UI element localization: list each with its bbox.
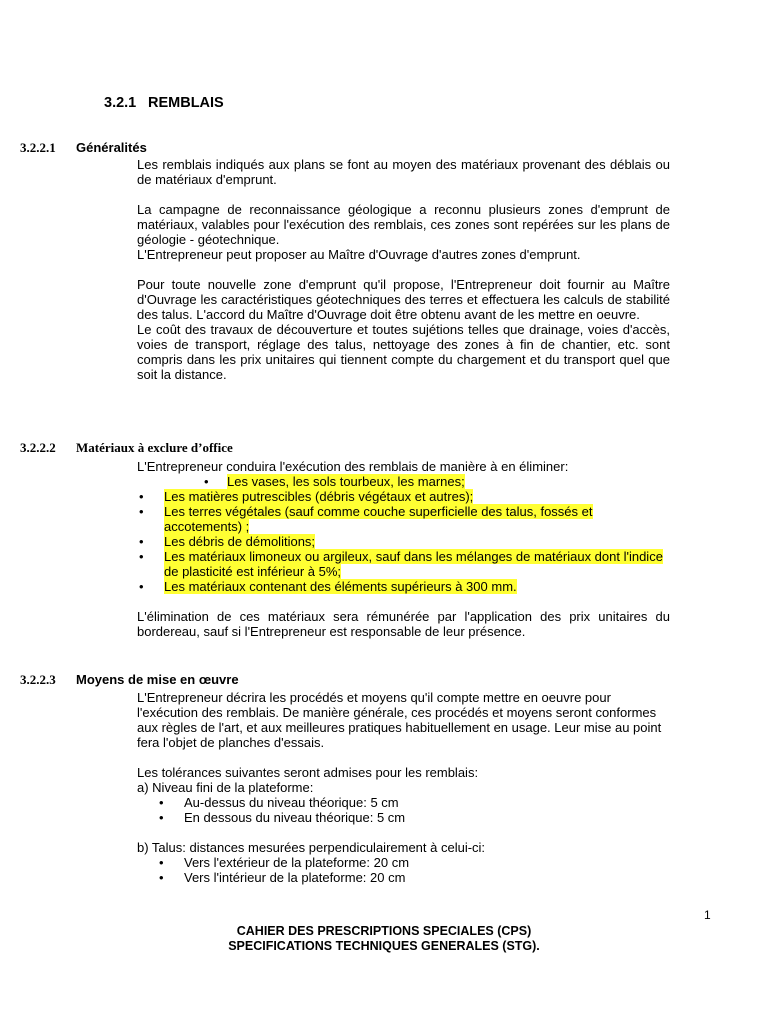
list-item-text: En dessous du niveau théorique: 5 cm <box>184 810 406 825</box>
list-item-text: Au-dessus du niveau théorique: 5 cm <box>184 795 399 810</box>
subsection-title: Moyens de mise en œuvre <box>76 672 239 687</box>
list-item <box>137 870 663 885</box>
bullet: • <box>139 579 144 594</box>
list-item-text: Les débris de démolitions; <box>164 534 316 549</box>
list-item <box>117 579 670 594</box>
tolerance-list-b <box>137 855 663 885</box>
list-item <box>137 795 663 810</box>
paragraph: L'Entrepreneur peut proposer au Maître d'Ouvrage d'autres zones d'emprunt. <box>137 247 581 262</box>
paragraph: L'Entrepreneur conduira l'exécution des remblais de manière à en éliminer: <box>137 459 569 474</box>
paragraph: L'élimination de ces matériaux sera rémunérée par l'application des prix unitaires du bordereau, sauf si l'Entrepreneur est responsable de leur présence. <box>137 609 670 639</box>
footer-line: CAHIER DES PRESCRIPTIONS SPECIALES (CPS) <box>236 924 532 938</box>
footer-line: SPECIFICATIONS TECHNIQUES GENERALES (STG). <box>228 939 540 953</box>
generalites-body <box>137 157 670 382</box>
list-label: b) Talus: distances mesurées perpendiculairement à celui-ci: <box>137 840 486 855</box>
subsection-heading-materiaux <box>20 440 233 455</box>
list-item-text: Les matières putrescibles (débris végétaux et autres); <box>164 489 474 504</box>
paragraph: Le coût des travaux de découverture et toutes sujétions telles que drainage, voies d'accès, voies de transport, réglage des talus, nettoyage des zones à fin de chantier, etc. sont compris dans les prix unitaires qui tiennent compte du chargement et du transport quel que soit la distance. <box>137 322 670 382</box>
subsection-heading-moyens <box>20 672 239 687</box>
paragraph: L'Entrepreneur décrira les procédés et moyens qu'il compte mettre en oeuvre pour l'exécution des remblais. De manière générale, ces procédés et moyens seront conformes aux règles de l'art, et aux meilleures pratiques habituellement en usage. Leur mise au point fera l'objet de planches d'essais. <box>137 690 662 750</box>
subsection-number: 3.2.2.2 <box>20 440 56 455</box>
excluded-materials-list <box>117 489 670 594</box>
bullet: • <box>159 870 164 885</box>
bullet: • <box>159 855 164 870</box>
paragraph: Les tolérances suivantes seront admises pour les remblais: <box>137 765 479 780</box>
subsection-heading-generalites <box>20 140 147 155</box>
list-item-text: Vers l'extérieur de la plateforme: 20 cm <box>184 855 410 870</box>
list-item <box>117 534 670 549</box>
list-item <box>137 474 670 489</box>
bullet: • <box>139 489 144 504</box>
paragraph: Pour toute nouvelle zone d'emprunt qu'il propose, l'Entrepreneur doit fournir au Maître d'Ouvrage les caractéristiques géotechniques des terres et effectuera les calculs de stabilité des talus. L'accord du Maître d'Ouvrage doit être obtenu avant de les mettre en oeuvre. <box>137 277 670 322</box>
section-number: 3.2.1 <box>104 95 137 111</box>
list-item-text: Les matériaux contenant des éléments supérieurs à 300 mm. <box>164 579 517 594</box>
list-item <box>117 504 670 534</box>
page-footer <box>0 924 768 954</box>
bullet: • <box>139 534 144 549</box>
subsection-number: 3.2.2.3 <box>20 672 56 687</box>
bullet: • <box>159 795 164 810</box>
list-item-text: Les matériaux limoneux ou argileux, sauf dans les mélanges de matériaux dont l'indice de plasticité est inférieur à 5%; <box>164 549 663 579</box>
subsection-title: Généralités <box>76 140 147 155</box>
paragraph: La campagne de reconnaissance géologique a reconnu plusieurs zones d'emprunt de matériaux, valables pour l'exécution des remblais, ces zones sont repérées sur les plans de géologie - géotechnique. <box>137 202 670 247</box>
subsection-number: 3.2.2.1 <box>20 140 56 155</box>
bullet: • <box>159 810 164 825</box>
list-item-text: Les vases, les sols tourbeux, les marnes; <box>227 474 465 489</box>
list-item <box>117 549 670 579</box>
section-title: REMBLAIS <box>148 95 224 111</box>
list-item-text: Les terres végétales (sauf comme couche superficielle des talus, fossés et accotements) ; <box>164 504 593 534</box>
bullet: • <box>139 549 144 564</box>
list-item-text: Vers l'intérieur de la plateforme: 20 cm <box>184 870 406 885</box>
list-label: a) Niveau fini de la plateforme: <box>137 780 314 795</box>
list-item <box>117 489 670 504</box>
bullet: • <box>204 474 209 489</box>
section-heading <box>104 96 224 111</box>
list-item <box>137 855 663 870</box>
moyens-body <box>137 690 663 885</box>
subsection-title: Matériaux à exclure d’office <box>76 440 233 455</box>
tolerance-list-a <box>137 795 663 825</box>
page-number: 1 <box>704 908 711 922</box>
materiaux-body <box>137 459 670 639</box>
list-item <box>137 810 663 825</box>
bullet: • <box>139 504 144 519</box>
paragraph: Les remblais indiqués aux plans se font au moyen des matériaux provenant des déblais ou de matériaux d'emprunt. <box>137 157 670 187</box>
